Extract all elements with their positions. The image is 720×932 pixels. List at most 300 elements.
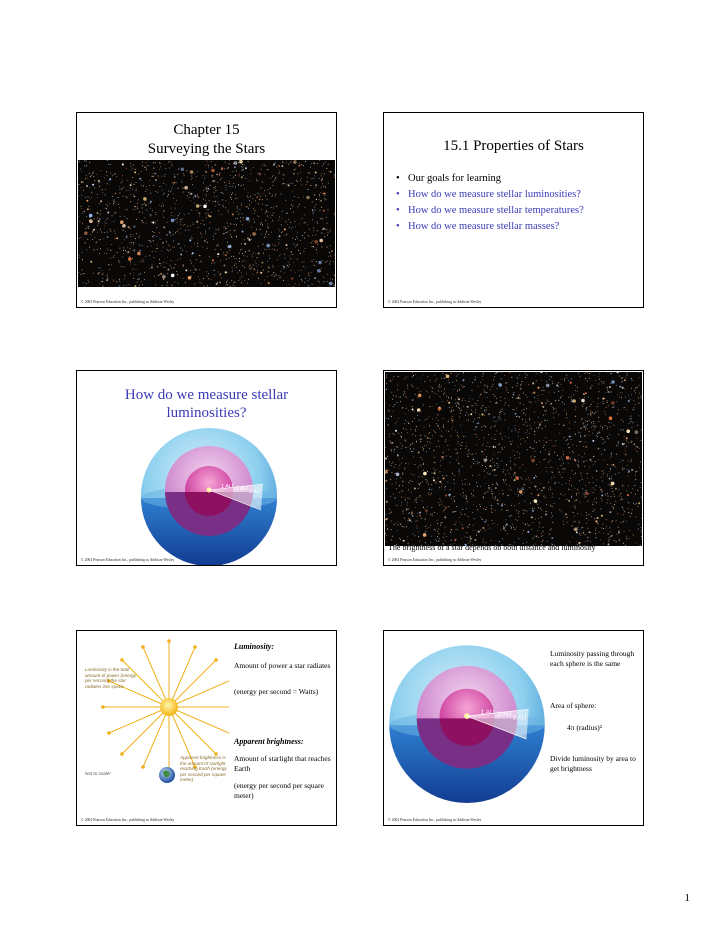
star-dot [584,403,585,404]
star-dot [451,529,452,530]
star-dot [523,487,524,488]
star-dot [283,162,284,163]
star-dot [218,210,219,211]
star-dot [322,165,323,166]
star-dot [637,506,638,507]
star-dot [99,267,100,268]
star-dot [216,190,217,191]
star-dot [520,439,521,440]
star-dot [100,229,101,230]
star-dot [108,249,109,250]
star-dot [436,541,437,542]
star-dot [143,204,144,205]
star-dot [106,204,107,205]
star-dot [465,484,466,485]
star-dot [418,394,422,398]
star-dot [281,232,282,233]
star-dot [207,276,208,277]
star-dot [398,433,399,434]
star-dot [148,203,149,204]
star-dot [408,410,409,411]
star-dot [324,198,325,199]
star-dot [259,194,260,195]
star-dot [130,163,131,164]
star-dot [549,467,550,468]
star-dot [465,514,466,515]
star-dot [492,384,493,385]
star-dot [159,274,160,275]
star-dot [233,177,234,178]
star-dot [641,533,642,534]
star-dot [250,269,251,270]
star-dot [279,217,280,218]
star-dot [563,468,564,469]
star-dot [490,428,491,429]
star-dot [459,416,460,417]
star-dot [609,434,610,435]
star-dot [211,279,212,280]
star-dot [503,469,504,470]
star-dot [330,231,331,232]
star-dot [616,534,617,535]
star-dot [227,246,228,247]
star-dot [583,446,584,447]
star-dot [631,394,632,395]
star-dot [624,379,626,381]
star-dot [497,388,498,389]
star-dot [622,486,623,487]
star-dot [492,491,493,492]
star-dot [219,173,220,174]
star-dot [94,219,95,220]
star-dot [269,258,270,259]
star-dot [146,169,147,170]
star-dot [552,381,553,382]
star-dot [334,214,335,215]
star-dot [628,538,629,539]
star-dot [79,238,80,239]
star-dot [541,517,542,518]
star-dot [403,510,404,511]
star-dot [146,162,147,163]
star-dot [393,406,394,407]
star-dot [296,180,297,181]
star-dot [426,525,427,526]
star-dot [567,517,568,518]
star-dot [404,500,405,501]
star-dot [222,234,223,235]
star-dot [595,380,596,381]
star-dot [205,231,206,232]
star-dot [210,222,211,223]
star-dot [537,489,538,490]
star-dot [177,260,178,261]
star-dot [81,208,82,209]
image-caption: The brightness of a star depends on both distance and luminosity [388,543,596,552]
star-dot [418,488,419,489]
star-dot [120,220,124,224]
star-dot [224,226,225,227]
star-dot [275,274,276,275]
star-dot [519,457,520,458]
star-dot [508,510,509,511]
star-dot [180,233,181,234]
star-dot [118,260,119,261]
star-dot [91,192,92,193]
star-dot [279,255,280,256]
star-dot [570,382,572,384]
star-dot [162,285,163,286]
star-dot [497,467,498,468]
star-dot [499,412,500,413]
star-dot [170,265,171,266]
star-dot [144,279,145,280]
star-dot [400,477,401,478]
star-dot [542,541,543,542]
star-dot [511,444,512,445]
star-dot [174,176,175,177]
star-dot [628,470,630,472]
star-dot [323,163,324,164]
star-dot [479,462,480,463]
star-dot [102,278,103,279]
star-dot [152,231,153,232]
star-dot [458,441,459,442]
star-dot [434,529,435,530]
star-dot [494,454,495,455]
star-dot [607,400,608,401]
star-dot [465,498,466,499]
star-dot [610,383,611,384]
star-dot [600,508,601,509]
star-dot [579,522,580,523]
star-dot [458,407,459,408]
star-dot [489,465,491,467]
star-dot [84,273,85,274]
star-dot [598,459,599,460]
star-dot [471,410,472,411]
star-dot [219,175,220,176]
star-dot [301,178,302,179]
star-dot [323,210,325,212]
star-dot [227,168,228,169]
star-dot [583,532,584,533]
star-dot [167,196,168,197]
star-dot [92,184,94,186]
star-dot [178,169,179,170]
star-dot [207,242,208,243]
star-dot [442,475,443,476]
star-dot [580,473,581,474]
star-dot [547,400,548,401]
star-dot [418,466,419,467]
star-dot [312,235,313,236]
star-dot [520,477,521,478]
star-dot [176,231,177,232]
star-dot [640,398,641,399]
star-dot [540,501,541,502]
star-dot [545,403,546,404]
star-dot [616,541,617,542]
star-dot [432,391,433,392]
star-dot [204,241,205,242]
star-dot [225,187,226,188]
star-dot [476,426,477,427]
star-dot [162,190,163,191]
star-dot [188,213,189,214]
star-dot [621,499,622,500]
star-dot [448,380,449,381]
star-dot [408,482,409,483]
star-dot [453,410,454,411]
luminosity-text: Amount of power a star radiates [234,661,331,670]
star-dot [240,250,241,251]
star-dot [272,265,273,266]
star-dot [261,209,262,210]
star-dot [228,212,229,213]
star-dot [451,411,452,412]
star-dot [506,465,507,466]
star-dot [473,463,474,464]
star-dot [475,377,476,378]
star-dot [413,386,414,387]
star-dot [556,384,558,386]
star-dot [595,412,596,413]
star-dot [451,418,452,419]
star-dot [540,483,541,484]
star-dot [310,272,311,273]
star-dot [577,489,578,490]
star-dot [109,178,111,180]
star-dot [452,473,453,474]
star-dot [234,258,235,259]
star-dot [425,436,426,437]
star-dot [239,253,240,254]
star-dot [459,463,460,464]
star-dot [289,264,290,265]
star-dot [490,487,491,488]
star-dot [395,464,396,465]
star-dot [391,529,392,530]
star-dot [398,376,399,377]
star-dot [614,504,615,505]
star-dot [488,413,490,415]
star-dot [523,438,524,439]
star-dot [217,282,218,283]
star-dot [593,401,594,402]
star-dot [406,429,407,430]
star-dot [425,526,426,527]
star-dot [438,529,439,530]
star-dot [433,477,434,478]
star-dot [616,520,617,521]
star-dot [262,165,263,166]
star-dot [244,267,245,268]
star-dot [418,536,419,537]
star-dot [239,175,240,176]
star-dot [435,470,436,471]
star-dot [534,397,535,398]
star-dot [394,451,395,452]
star-dot [206,217,207,218]
star-dot [628,512,629,513]
star-dot [119,262,120,263]
star-dot [551,505,552,506]
star-dot [231,199,232,200]
star-dot [397,447,398,448]
star-dot [313,162,315,164]
star-dot [451,397,452,398]
star-dot [506,519,507,520]
star-dot [245,261,246,262]
star-dot [508,437,509,438]
star-dot [472,454,473,455]
star-dot [142,204,143,205]
star-dot [469,453,470,454]
star-dot [303,197,304,198]
star-dot [631,461,632,462]
star-dot [584,400,585,401]
star-dot [198,227,199,228]
star-dot [633,400,634,401]
star-dot [563,451,564,452]
star-dot [544,445,545,446]
star-dot [625,397,626,398]
star-dot [438,391,439,392]
star-dot [486,468,487,469]
star-dot [505,480,506,481]
star-dot [559,471,560,472]
star-dot [323,186,324,187]
star-dot [436,394,437,395]
star-dot [388,470,389,471]
star-dot [250,170,251,171]
star-dot [238,174,239,175]
star-dot [585,442,586,443]
star-dot [591,422,592,423]
star-dot [297,232,298,233]
star-dot [485,462,486,463]
star-dot [472,475,473,476]
star-dot [433,406,434,407]
star-dot [272,220,273,221]
star-dot [302,262,303,263]
star-dot [193,272,194,273]
star-dot [529,480,530,481]
star-dot [631,416,632,417]
star-dot [588,531,590,533]
star-dot [123,253,124,254]
star-dot [611,478,612,479]
star-dot [457,397,458,398]
star-dot [419,420,420,421]
star-dot [113,281,114,282]
star-dot [130,194,131,195]
star-dot [260,173,261,174]
star-dot [587,478,588,479]
star-dot [501,411,502,412]
star-dot [556,412,557,413]
star-dot [249,204,250,205]
star-dot [259,199,260,200]
star-dot [450,489,451,490]
star-dot [432,473,433,474]
star-dot [458,457,459,458]
star-dot [533,522,534,523]
star-dot [314,265,315,266]
star-dot [446,430,447,431]
star-dot [398,418,399,419]
star-dot [545,414,546,415]
star-dot [236,258,237,259]
star-dot [475,403,476,404]
star-dot [164,164,165,165]
star-dot [561,494,562,495]
star-dot [438,441,439,442]
star-dot [587,424,588,425]
star-dot [517,520,518,521]
star-dot [585,492,586,493]
star-dot [420,457,421,458]
star-dot [476,427,477,428]
star-dot [548,392,549,393]
star-dot [412,409,414,411]
area-of-sphere-label: Area of sphere: [550,701,597,710]
star-dot [468,420,469,421]
star-dot [562,402,563,403]
star-dot [313,246,314,247]
star-dot [85,228,86,229]
star-dot [614,425,615,426]
star-dot [500,433,501,434]
star-dot [274,180,275,181]
sun-icon [160,698,178,716]
star-dot [335,285,336,286]
star-dot [607,503,608,504]
star-dot [202,247,203,248]
star-dot [203,278,204,279]
star-dot [443,537,444,538]
star-dot [233,256,234,257]
sun-earth-diagram [79,635,229,815]
star-dot [551,513,552,514]
star-dot [624,511,625,512]
star-dot [122,188,123,189]
star-dot [290,162,291,163]
star-dot [523,522,524,523]
star-dot [136,182,137,183]
star-dot [227,242,228,243]
star-dot [80,169,81,170]
star-dot [569,480,570,481]
star-dot [119,207,120,208]
star-dot [462,466,463,467]
star-dot [299,284,300,285]
star-dot [150,208,151,209]
star-dot [175,177,176,178]
star-dot [242,231,244,233]
star-dot [178,283,179,284]
star-dot [585,435,586,436]
star-dot [522,381,523,382]
star-dot [322,193,323,194]
star-dot [246,207,247,208]
star-dot [150,201,152,203]
star-dot [456,453,457,454]
star-dot [133,165,134,166]
star-dot [303,251,304,252]
star-dot [548,401,549,402]
